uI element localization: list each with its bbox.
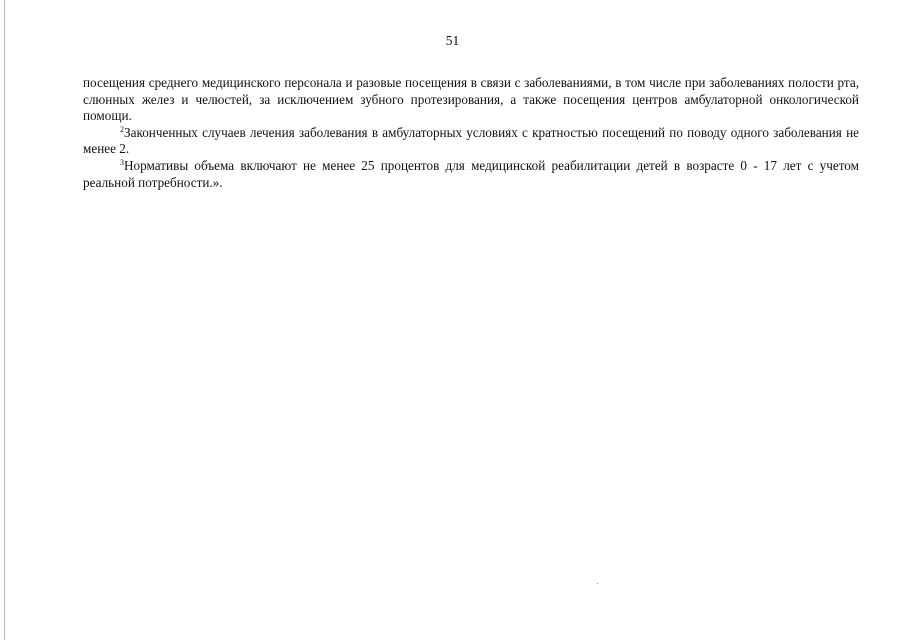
scan-edge-line	[4, 0, 5, 640]
footnotes-text	[83, 75, 859, 191]
page-number: 51	[445, 33, 460, 48]
footnote-2	[83, 125, 859, 158]
footnote-3	[83, 158, 859, 191]
footnote-marker: 3	[120, 157, 124, 167]
footnote-text: Нормативы объема включают не менее 25 процентов для медицинской реабилитации детей в возрасте 0 - 17 лет с учетом реальной потребности.».	[83, 157, 859, 190]
paragraph-continuation	[83, 75, 859, 125]
footnote-text: Законченных случаев лечения заболевания в амбулаторных условиях с кратностью посещений по поводу одного заболевания не менее 2.	[83, 124, 859, 157]
footnote-marker: 2	[120, 124, 124, 134]
paragraph-text: посещения среднего медицинского персонала и разовые посещения в связи с заболеваниями, в том числе при заболеваниях полости рта, слюнных желез и челюстей, за исключением зубного протезирования, а также посещения центров амбулаторной онкологической помощи.	[83, 75, 859, 124]
scan-speck	[597, 583, 598, 584]
